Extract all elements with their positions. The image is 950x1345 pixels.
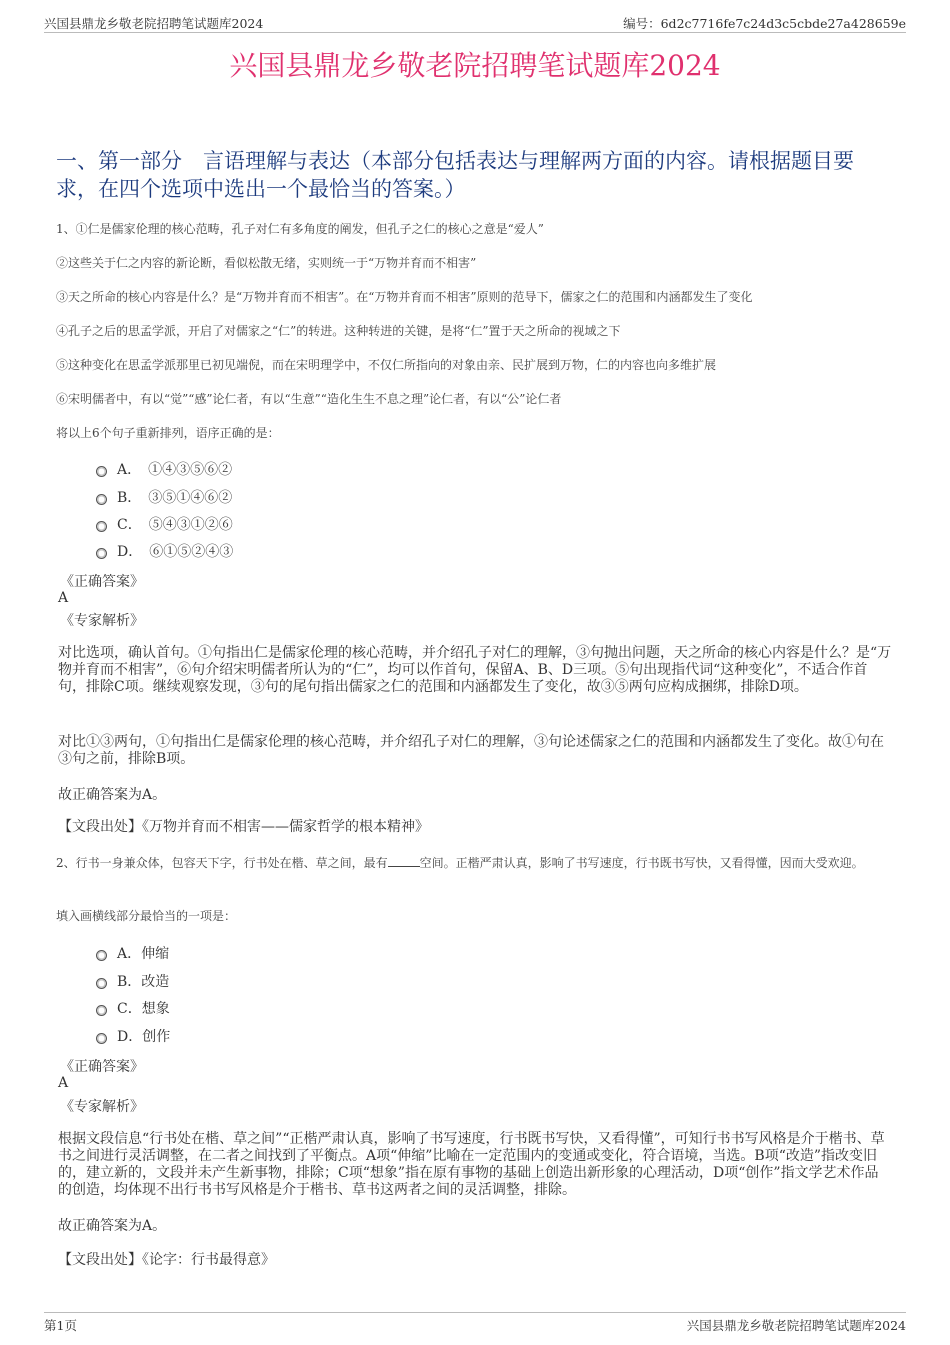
q2-blank[interactable]: [388, 854, 420, 867]
footer-doc-title: 兴国县鼎龙乡敬老院招聘笔试题库2024: [686, 1318, 906, 1333]
q1-option-a[interactable]: [96, 459, 232, 479]
q1-option-c[interactable]: [96, 514, 233, 534]
page-header: [44, 12, 906, 33]
q1-source: 【文段出处】《万物并育而不相害——儒家哲学的根本精神》: [58, 819, 429, 835]
q2-prompt: 填入画横线部分最恰当的一项是：: [56, 909, 237, 923]
radio-icon[interactable]: [96, 521, 107, 532]
q2-option-a-label: A．伸缩: [117, 946, 170, 962]
q1-sentence-6: ⑥宋明儒者中，有以“觉”“感”论仁者，有以“生意”“造化生生不息之理”论仁者，有以“公”论仁者: [56, 392, 562, 406]
radio-icon[interactable]: [96, 950, 107, 961]
q2-option-b[interactable]: [96, 971, 169, 991]
q1-sentence-1: 1、①仁是儒家伦理的核心范畴，孔子对仁有多角度的阐发，但孔子之仁的核心之意是“爱人”: [56, 222, 544, 236]
q1-prompt: 将以上6个句子重新排列，语序正确的是：: [56, 426, 280, 440]
q2-option-d[interactable]: [96, 1026, 170, 1046]
q2-stem-before: 2、行书一身兼众体，包容天下字，行书处在楷、草之间，最有: [56, 856, 388, 870]
q2-stem: [56, 853, 900, 873]
radio-icon[interactable]: [96, 548, 107, 559]
section-heading: 一、第一部分 言语理解与表达（本部分包括表达与理解两方面的内容。请根据题目要求，在四个选项中选出一个最恰当的答案。）: [56, 149, 854, 201]
q2-analysis-para-1: 根据文段信息“行书处在楷、草之间”“正楷严肃认真，影响了书写速度，行书既书写快，又看得懂”，可知行书书写风格是介于楷书、草书之间进行灵活调整，在二者之间找到了平衡点。A项“伸缩”比喻在一定范围内的变通或变化，符合语境，当选。B项“改造”指改变旧的，建立新的，文段并未产生新事物，排除；C项“想象”指在原有事物的基础上创造出新形象的心理活动，D项“创作”指文学艺术作品的创造，均体现不出行书书写风格是介于楷书、草书这两者之间的灵活调整，排除。: [58, 1131, 885, 1198]
q1-option-b-label: B． ③⑤①④⑥②: [117, 490, 233, 506]
q2-analysis-label: 《专家解析》: [60, 1099, 144, 1115]
q2-option-b-label: B．改造: [117, 974, 170, 990]
q1-analysis-para-1: 对比选项，确认首句。①句指出仁是儒家伦理的核心范畴，并介绍孔子对仁的理解，③句抛出问题，天之所命的核心内容是什么？是“万物并育而不相害”，⑥句介绍宋明儒者所认为的“仁”，均可以作首句，保留A、B、D三项。⑤句出现指代词“这种变化”，不适合作首句，排除C项。继续观察发现，③句的尾句指出儒家之仁的范围和内涵都发生了变化，故③⑤两句应构成捆绑，排除D项。: [58, 645, 892, 695]
q2-analysis-conclusion: 故正确答案为A。: [58, 1218, 167, 1234]
q1-analysis-conclusion: 故正确答案为A。: [58, 787, 167, 803]
q1-answer-label: 《正确答案》: [60, 574, 144, 590]
header-doc-id: 编号：6d2c7716fe7c24d3c5cbde27a428659e: [623, 16, 906, 31]
q1-sentence-2: ②这些关于仁之内容的新论断，看似松散无绪，实则统一于“万物并育而不相害”: [56, 256, 477, 270]
radio-icon[interactable]: [96, 1005, 107, 1016]
q2-answer-label: 《正确答案》: [60, 1059, 144, 1075]
radio-icon[interactable]: [96, 494, 107, 505]
q2-stem-after: 空间。正楷严肃认真，影响了书写速度，行书既书写快，又看得懂，因而大受欢迎。: [419, 856, 864, 870]
page-number: 第1页: [44, 1318, 77, 1333]
q1-option-a-label: A． ①④③⑤⑥②: [117, 462, 233, 478]
q2-option-c[interactable]: [96, 998, 170, 1018]
page-title: 兴国县鼎龙乡敬老院招聘笔试题库2024: [229, 49, 721, 82]
q1-sentence-4: ④孔子之后的思孟学派，开启了对儒家之“仁”的转进。这种转进的关键，是将“仁”置于天之所命的视域之下: [56, 324, 621, 338]
q1-sentence-5: ⑤这种变化在思孟学派那里已初见端倪，而在宋明理学中，不仅仁所指向的对象由亲、民扩展到万物，仁的内容也向多维扩展: [56, 358, 717, 372]
q2-source: 【文段出处】《论字：行书最得意》: [58, 1252, 275, 1268]
header-doc-title: 兴国县鼎龙乡敬老院招聘笔试题库2024: [44, 16, 264, 31]
q1-option-d[interactable]: [96, 541, 233, 561]
q2-option-d-label: D．创作: [117, 1029, 171, 1045]
q2-option-a[interactable]: [96, 943, 169, 963]
q2-answer: A: [58, 1075, 69, 1091]
q1-answer: A: [58, 590, 69, 606]
q1-option-d-label: D． ⑥①⑤②④③: [117, 544, 234, 560]
q1-analysis-para-2: 对比①③两句，①句指出仁是儒家伦理的核心范畴，并介绍孔子对仁的理解，③句论述儒家之仁的范围和内涵都发生了变化。故①句在③句之前，排除B项。: [58, 734, 884, 767]
q1-option-b[interactable]: [96, 487, 232, 507]
q1-analysis-label: 《专家解析》: [60, 613, 144, 629]
radio-icon[interactable]: [96, 1033, 107, 1044]
page-footer: [44, 1312, 906, 1333]
radio-icon[interactable]: [96, 466, 107, 477]
q2-option-c-label: C．想象: [117, 1001, 170, 1017]
q1-option-c-label: C． ⑤④③①②⑥: [117, 517, 233, 533]
radio-icon[interactable]: [96, 978, 107, 989]
q1-sentence-3: ③天之所命的核心内容是什么？是“万物并育而不相害”。在“万物并育而不相害”原则的范导下，儒家之仁的范围和内涵都发生了变化: [56, 290, 753, 304]
